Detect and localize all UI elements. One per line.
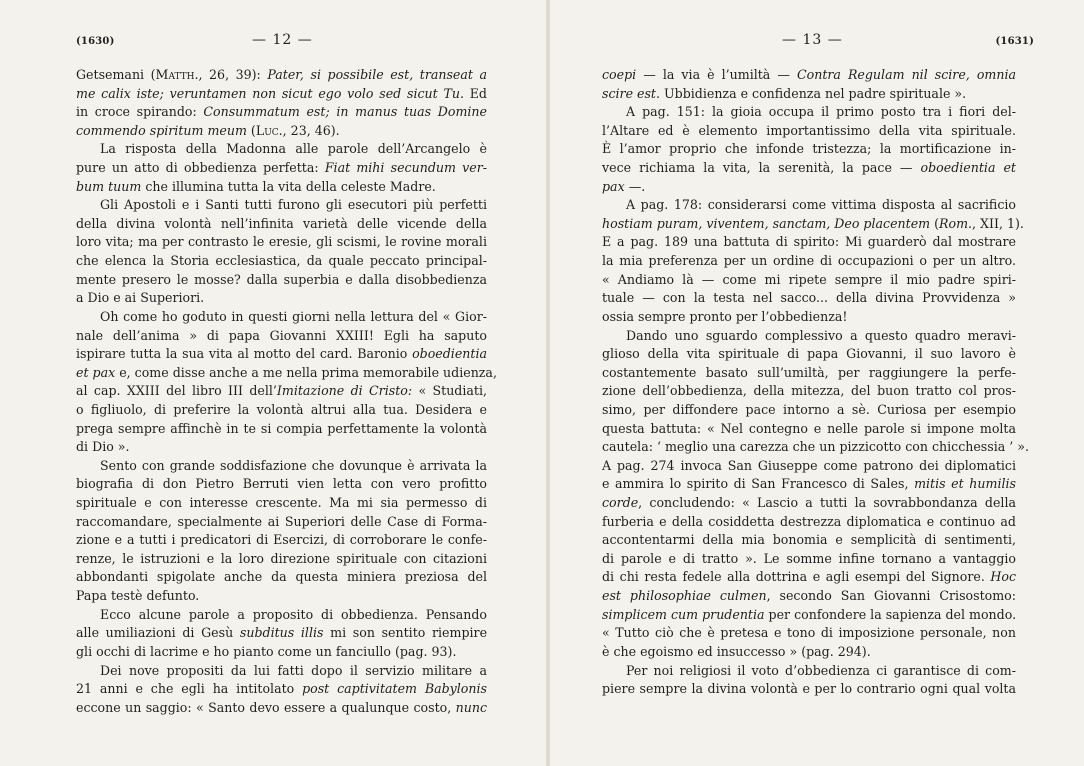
text-segment: biografia di don Pietro Berruti vien letta con vero profitto: [76, 476, 487, 492]
text-segment: ., 23, 46).: [278, 122, 340, 138]
text-segment: di chi resta fedele alla dottrina e agli esempi del Signore.: [602, 569, 991, 585]
text-line: [602, 457, 1016, 476]
text-line: [602, 196, 1016, 215]
text-segment: e ammira lo spirito di San Francesco di Sales,: [602, 476, 915, 492]
text-segment: vece richiama la vita, la serenità, la pace —: [602, 160, 921, 176]
text-segment: pure un atto di obbedienza perfetta:: [76, 160, 325, 176]
italic-text: oboedientia: [412, 346, 487, 362]
text-segment: prega sempre affinchè in te si compia perfettamente la volontà: [76, 420, 487, 436]
text-segment: di Dio ».: [76, 439, 130, 455]
text-line: [602, 680, 1016, 699]
text-segment: mi son sentito riempire: [323, 625, 488, 641]
text-line: [602, 345, 1016, 364]
text-line: [602, 662, 1016, 681]
italic-text: nunc: [455, 699, 487, 715]
text-line: [76, 531, 487, 550]
text-segment: « Andiamo là — come mi ripete sempre il mio padre spiri-: [602, 271, 1016, 287]
text-segment: questa battuta: « Nel contegno e nelle parole si impone molta: [602, 420, 1016, 436]
text-line: [76, 568, 487, 587]
text-line: [602, 122, 1016, 141]
text-segment: loro vita; ma per contrasto le eresie, gli scismi, le rovine morali: [76, 234, 487, 250]
text-segment: A pag. 274 invoca San Giuseppe come patrono dei diplomatici: [602, 457, 1016, 473]
text-line: [76, 382, 487, 401]
text-line: [602, 66, 1016, 85]
italic-text: bum tuum: [76, 178, 142, 194]
text-segment: ., 26, 39):: [194, 67, 268, 82]
italic-text: Rom.: [939, 215, 973, 231]
right-page: [550, 0, 1084, 766]
text-segment: 21 anni e che egli ha intitolato: [76, 681, 303, 697]
text-segment: alle umiliazioni di Gesù: [76, 625, 240, 641]
italic-text: Pater, si possibile est, transeat a: [267, 67, 488, 82]
text-segment: furberia e della cosiddetta destrezza diplomatica e continuo ad: [602, 513, 1016, 529]
text-segment: Oh come ho goduto in questi giorni nella lettura del « Gior-: [100, 308, 487, 324]
right-page-header: [550, 32, 1084, 54]
italic-text: me calix iste; veruntamen non sicut ego volo sed sicut Tu.: [76, 85, 464, 101]
italic-text: Contra Regulam nil scire, omnia: [796, 67, 1016, 82]
text-segment: Papa testè defunto.: [76, 588, 200, 604]
text-line: [602, 531, 1016, 550]
text-segment: Ed: [463, 85, 487, 101]
italic-text: simplicem cum prudentia: [602, 606, 765, 622]
text-line: [602, 233, 1016, 252]
text-line: [76, 624, 487, 643]
text-line: [76, 159, 487, 178]
text-segment: l’Altare ed è elemento importantissimo della vita spirituale.: [602, 122, 1016, 138]
text-line: [76, 401, 487, 420]
italic-text: mitis et humilis: [914, 476, 1016, 492]
text-line: [76, 178, 487, 197]
italic-text: Fiat mihi secundum ver-: [324, 160, 487, 176]
text-segment: raccomandare, specialmente ai Superiori delle Case di Forma-: [76, 513, 487, 529]
text-segment: a Dio e ai Superiori.: [76, 290, 205, 306]
text-segment: al cap. XXIII del libro III dell’: [76, 383, 277, 399]
left-page-text: [76, 66, 497, 717]
text-segment: Ubbidienza e confidenza nel padre spirituale ».: [660, 85, 967, 101]
text-segment: per confondere la sapienza del mondo.: [764, 606, 1017, 622]
text-segment: (: [930, 215, 940, 231]
italic-text: scire est.: [602, 85, 661, 101]
text-line: [76, 475, 487, 494]
text-line: [76, 643, 487, 662]
italic-text: Imitazione di Cristo:: [276, 383, 413, 399]
text-line: [602, 327, 1016, 346]
text-segment: È l’amor proprio che infonde tristezza; la mortificazione in-: [602, 141, 1016, 157]
text-segment: gli occhi di lacrime e ho pianto come un fanciullo (pag. 93).: [76, 643, 457, 659]
text-segment: « Studiati,: [412, 383, 488, 399]
text-segment: La risposta della Madonna alle parole dell’Arcangelo è: [100, 141, 487, 157]
text-line: [602, 215, 1024, 234]
text-segment: Dei nove propositi da lui fatti dopo il servizio militare a: [100, 662, 487, 678]
text-line: [76, 85, 487, 104]
text-segment: che illumina tutta la vita della celeste Madre.: [141, 178, 436, 194]
text-line: [76, 662, 487, 681]
text-line: [602, 252, 1016, 271]
text-line: [76, 289, 487, 308]
text-segment: , concludendo: « Lascio a tutti la sovrabbondanza della: [638, 495, 1016, 511]
text-line: [602, 643, 1016, 662]
text-segment: ossia sempre pronto per l’obbedienza!: [602, 308, 848, 324]
text-segment: costantemente basato sull’umiltà, per raggiungere la perfe-: [602, 364, 1016, 380]
left-margin-number: (1630): [76, 36, 115, 47]
small-caps-text: Matth: [155, 67, 195, 82]
text-line: [602, 271, 1016, 290]
text-line: [76, 122, 487, 141]
text-line: [602, 382, 1016, 401]
text-line: [76, 327, 487, 346]
text-segment: glioso della vita spirituale di papa Giovanni, il suo lavoro è: [602, 346, 1016, 362]
right-page-text: [602, 66, 1029, 699]
text-line: [76, 252, 487, 271]
italic-text: post captivitatem Babylonis: [302, 681, 487, 697]
text-line: [602, 550, 1016, 569]
text-line: [602, 364, 1016, 383]
text-segment: e, come disse anche a me nella prima memorabile udienza,: [115, 364, 497, 380]
italic-text: oboedientia et: [920, 160, 1016, 176]
right-page-number: — 13 —: [782, 32, 843, 48]
text-line: [602, 140, 1016, 159]
text-line: [602, 606, 1016, 625]
text-line: [602, 289, 1016, 308]
italic-text: corde: [602, 495, 639, 511]
text-line: [76, 196, 487, 215]
text-line: [602, 438, 1029, 457]
text-segment: che elenca la Storia ecclesiastica, da quale peccato principal-: [76, 253, 487, 269]
text-line: [76, 699, 487, 718]
text-line: [76, 345, 487, 364]
text-line: [76, 420, 487, 439]
text-line: [602, 420, 1016, 439]
text-line: [602, 494, 1016, 513]
text-segment: eccone un saggio: « Santo devo essere a qualunque costo,: [76, 699, 456, 715]
text-line: [76, 494, 487, 513]
text-segment: zione dell’obbedienza, della mitezza, del buon tratto col pros-: [602, 383, 1016, 399]
text-line: [76, 233, 487, 252]
text-segment: è che egoismo ed insuccesso » (pag. 294).: [602, 643, 871, 659]
text-line: [76, 215, 487, 234]
text-segment: ispirare tutta la sua vita al motto del card. Baronio: [76, 346, 413, 362]
text-segment: abbondanti spigolate anche da questa miniera preziosa del: [76, 569, 487, 585]
text-segment: della divina volontà nell’infinita varietà delle vicende della: [76, 215, 487, 231]
text-segment: spirituale e con interesse crescente. Ma mi sia permesso di: [76, 495, 487, 511]
text-segment: in croce spirando:: [76, 104, 204, 120]
text-segment: o figliuolo, di preferire la volontà altrui alla tua. Desidera e: [76, 401, 487, 417]
text-segment: renze, le istruzioni e la loro direzione spirituale con citazioni: [76, 550, 487, 566]
italic-text: Consummatum est; in manus tuas Domine: [203, 104, 487, 120]
italic-text: hostiam puram, viventem, sanctam, Deo placentem: [602, 215, 931, 231]
text-segment: Getsemani (: [76, 67, 156, 82]
text-line: [602, 103, 1016, 122]
text-segment: E a pag. 189 una battuta di spirito: Mi guarderò dal mostrare: [602, 234, 1016, 250]
text-segment: tuale — con la testa nel sacco... della divina Provvidenza »: [602, 290, 1016, 306]
small-caps-text: Luc: [255, 122, 279, 138]
text-line: [76, 680, 487, 699]
text-line: [76, 66, 487, 85]
text-segment: —.: [624, 178, 646, 194]
italic-text: Hoc: [990, 569, 1016, 585]
text-segment: Gli Apostoli e i Santi tutti furono gli esecutori più perfetti: [100, 197, 487, 213]
text-segment: zione e a tutti i predicatori di Esercizi, di corroborare le confe-: [76, 532, 487, 548]
text-line: [76, 438, 487, 457]
italic-text: est philosophiae culmen: [602, 588, 767, 604]
text-line: [76, 606, 487, 625]
text-line: [76, 140, 487, 159]
text-segment: A pag. 178: considerarsi come vittima disposta al sacrificio: [626, 197, 1016, 213]
text-line: [76, 587, 487, 606]
text-segment: (: [246, 122, 256, 138]
text-line: [602, 513, 1016, 532]
text-line: [602, 587, 1016, 606]
text-segment: la mia preferenza per un ordine di occupazioni o per un altro.: [602, 253, 1016, 269]
italic-text: et pax: [76, 364, 116, 380]
text-segment: piere sempre la divina volontà e per lo contrario ogni qual volta: [602, 681, 1016, 697]
text-line: [602, 308, 1016, 327]
text-segment: cautela: ‘ meglio una carezza che un pizzicotto con chicchessia ’ ».: [602, 439, 1029, 455]
text-line: [602, 568, 1016, 587]
italic-text: subditus illis: [239, 625, 324, 641]
text-segment: « Tutto ciò che è pretesa e tono di imposizione personale, non: [602, 625, 1016, 641]
text-segment: Dando uno sguardo complessivo a questo quadro meravi-: [626, 327, 1016, 343]
text-segment: Ecco alcune parole a proposito di obbedienza. Pensando: [100, 606, 487, 622]
text-segment: Per noi religiosi il voto d’obbedienza ci garantisce di com-: [626, 662, 1016, 678]
text-line: [76, 364, 497, 383]
text-line: [76, 513, 487, 532]
text-line: [602, 401, 1016, 420]
text-segment: nale dell’anima » di papa Giovanni XXIII! Egli ha saputo: [76, 327, 487, 343]
text-line: [76, 308, 487, 327]
text-line: [602, 624, 1016, 643]
text-line: [602, 475, 1016, 494]
left-page-header: [0, 32, 546, 54]
italic-text: coepi: [602, 67, 637, 82]
text-line: [602, 85, 1016, 104]
text-segment: — la via è l’umiltà —: [636, 67, 797, 82]
right-margin-number: (1631): [995, 36, 1034, 47]
text-segment: Sento con grande soddisfazione che dovunque è arrivata la: [100, 457, 487, 473]
text-segment: , secondo San Giovanni Crisostomo:: [766, 588, 1016, 604]
text-line: [76, 550, 487, 569]
text-line: [76, 271, 487, 290]
text-line: [602, 159, 1016, 178]
text-segment: mente presero le mosse? dalla superbia e dalla disobbedienza: [76, 271, 487, 287]
text-segment: di parole e di tratto ». Le somme infine tornano a vantaggio: [602, 550, 1016, 566]
text-line: [602, 178, 1016, 197]
text-segment: accontentarmi della mia bonomia e semplicità di sentimenti,: [602, 532, 1016, 548]
text-segment: simo, per diffondere pace intorno a sè. Curiosa per esempio: [602, 401, 1016, 417]
text-segment: A pag. 151: la gioia occupa il primo posto tra i fiori del-: [626, 104, 1016, 120]
left-page-number: — 12 —: [252, 32, 313, 48]
text-segment: , XII, 1).: [972, 215, 1024, 231]
text-line: [76, 457, 487, 476]
text-line: [76, 103, 487, 122]
italic-text: commendo spiritum meum: [76, 122, 247, 138]
italic-text: pax: [602, 178, 625, 194]
